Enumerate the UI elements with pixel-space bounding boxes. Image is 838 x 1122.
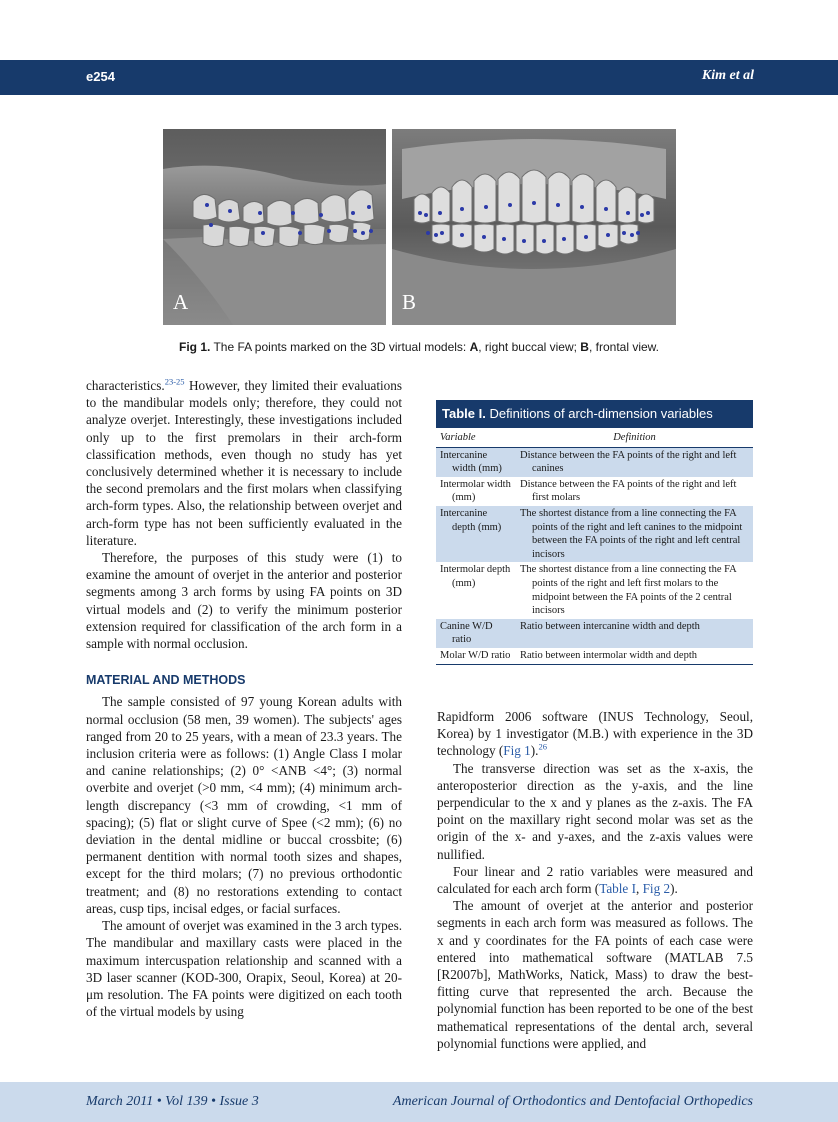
table-row [436, 562, 753, 618]
col-definition-header: Definition [516, 428, 753, 447]
panel-a-label: A [173, 290, 189, 314]
table-label: Table I. [442, 406, 486, 421]
table-row [436, 447, 753, 477]
right-paragraph-3 [437, 863, 753, 897]
table-title [436, 400, 753, 428]
row-definition: Distance between the FA points of the right and left first molars [520, 478, 737, 504]
left-paragraph-3: The sample consisted of 97 young Korean adults with normal occlusion (58 men, 39 women). The subjects' ages ranged from 20 to 25 years, with a mean of 23.3 years. The inclusion criteria were as follows: (1) Angle Class I molar and canine relationships; (2) 0° <ANB <4°; (3) normal overbite and overjet (>0 mm, <4 mm); (4) minimum arch-length discrepancy (<3 mm of crowding, <1 mm of spacing); (5) flat or slight curve of Spee (<2 mm); (6) no deviation in the dental midline or buccal crossbite; (6) permanent dentition with normal tooth sizes and shapes, except for the third molars; (7) no previous orthodontic treatment; and (8) no restorations extending to contact areas, cusp tips, incisal edges, or facial surfaces. [86, 694, 402, 916]
rp1-a: Rapidform 2006 software (INUS Technology, Seoul, Korea) by 1 investigator (M.B.) with experience in the 3D technology ( [437, 709, 753, 759]
row-variable: Canine W/D ratio [440, 620, 493, 646]
rp3-a: Four linear and 2 ratio variables were measured and calculated for each arch form ( [437, 863, 753, 897]
fig-1-link[interactable]: Fig 1 [503, 743, 531, 759]
right-column [437, 708, 753, 1052]
right-paragraph-4: The amount of overjet at the anterior and posterior segments in each arch form was measured as follows. The x and y coordinates for the FA points of each case were entered into mathematical software (MATLAB 7.5 [R2007b], MathWorks, Natick, Mass) to draw the best-fitting curve that represented the arch. Because the polynomial function has been reported to be one of the best mathematical representations of the dental arch, several polynomial functions were applied, and [437, 898, 753, 1051]
row-variable: Intercanine width (mm) [440, 449, 502, 475]
row-variable: Intercanine depth (mm) [440, 507, 502, 533]
left-paragraph-1 [86, 377, 402, 549]
right-paragraph-1 [437, 708, 753, 760]
table-end-rule [436, 664, 753, 665]
caption-text: The FA points marked on the 3D virtual models: [213, 340, 470, 354]
table-row [436, 477, 753, 506]
row-definition: The shortest distance from a line connecting the FA points of the right and left canines to the midpoint between the FA points of the right and left central incisors [520, 507, 743, 560]
definitions-table [436, 428, 753, 664]
rp3-b: ). [670, 881, 678, 897]
running-head: Kim et al [701, 68, 754, 83]
caption-b-text: , frontal view. [588, 340, 659, 354]
caption-a: A [469, 340, 479, 354]
panel-b-label: B [402, 290, 417, 314]
frontal-view-image [392, 129, 676, 325]
rp1-b: ). [530, 743, 539, 759]
row-variable: Molar W/D ratio [440, 649, 511, 661]
row-variable: Intermolar depth (mm) [440, 564, 511, 589]
caption-a-text: , right buccal view; [478, 340, 581, 354]
table-1-link[interactable]: Table I [599, 881, 636, 897]
fig-2-link[interactable]: Fig 2 [642, 881, 671, 897]
figure-panel-a [163, 129, 386, 325]
row-definition: Ratio between intermolar width and depth [520, 649, 697, 661]
row-variable: Intermolar width (mm) [440, 478, 511, 504]
row-definition: Ratio between intercanine width and depth [520, 620, 700, 632]
table-1 [436, 400, 753, 665]
header-band [0, 60, 838, 95]
right-paragraph-2: The transverse direction was set as the x-axis, the anteroposterior direction as the y-axis, and the line perpendicular to the x and y planes as the z-axis. The FA point on the maxillary right second molar was set as the origin of the x- and y-axes, and the z-axis values were nullified. [437, 760, 753, 862]
caption-label: Fig 1. [178, 340, 211, 354]
left-column [86, 377, 402, 1020]
figure-panel-b [392, 129, 676, 325]
table-row [436, 648, 753, 664]
table-row [436, 506, 753, 562]
citation-26[interactable]: 26 [538, 742, 547, 753]
left-paragraph-4: The amount of overjet was examined in the 3 arch types. The mandibular and maxillary casts were placed in the maximum intercuspation relationship and scanned with a 3D laser scanner (KOD-300, Orapix, Seoul, Korea) at 20-μm resolution. The FA points were digitized on each tooth of the virtual models by using [86, 918, 402, 1020]
footer-issue: March 2011 • Vol 139 • Issue 3 [86, 1094, 259, 1109]
citation-23-25[interactable]: 23-25 [164, 376, 185, 387]
col-variable-header: Variable [436, 428, 516, 447]
table-row [436, 619, 753, 648]
buccal-view-image [163, 129, 386, 325]
table-title-text: Definitions of arch-dimension variables [489, 406, 713, 421]
section-heading: MATERIAL AND METHODS [86, 673, 246, 688]
row-definition: Distance between the FA points of the right and left canines [520, 449, 737, 475]
footer-journal: American Journal of Orthodontics and Dentofacial Orthopedics [392, 1094, 753, 1109]
footer-band [0, 1082, 838, 1122]
row-definition: The shortest distance from a line connecting the FA points of the right and left first molars to the midpoint between the FA points of the 2 central incisors [520, 564, 737, 617]
p1-rest: However, they limited their evaluations to the mandibular models only; therefore, they could not analyze overjet. Interestingly, these investigations included only up to the first premolars in their arch-form classification methods, even though no study has yet conclusively determined whether it is necessary to include the second premolars and the first molars when classifying arch-form types. Also, the relationship between overjet and arch-form type has not been sufficiently evaluated in the literature. [86, 378, 402, 548]
page-number: e254 [86, 69, 115, 84]
caption-b: B [580, 340, 589, 354]
figure-caption [0, 340, 838, 354]
rp3-sep: , [635, 881, 643, 897]
p1-text: characteristics. [86, 378, 165, 393]
left-paragraph-2: Therefore, the purposes of this study were (1) to examine the amount of overjet in the anterior and posterior segments among 3 arch forms by using FA points on 3D virtual models and (2) to verify the minimum posterior extension required for classification of the arch form in a sample with normal occlusion. [86, 550, 402, 652]
